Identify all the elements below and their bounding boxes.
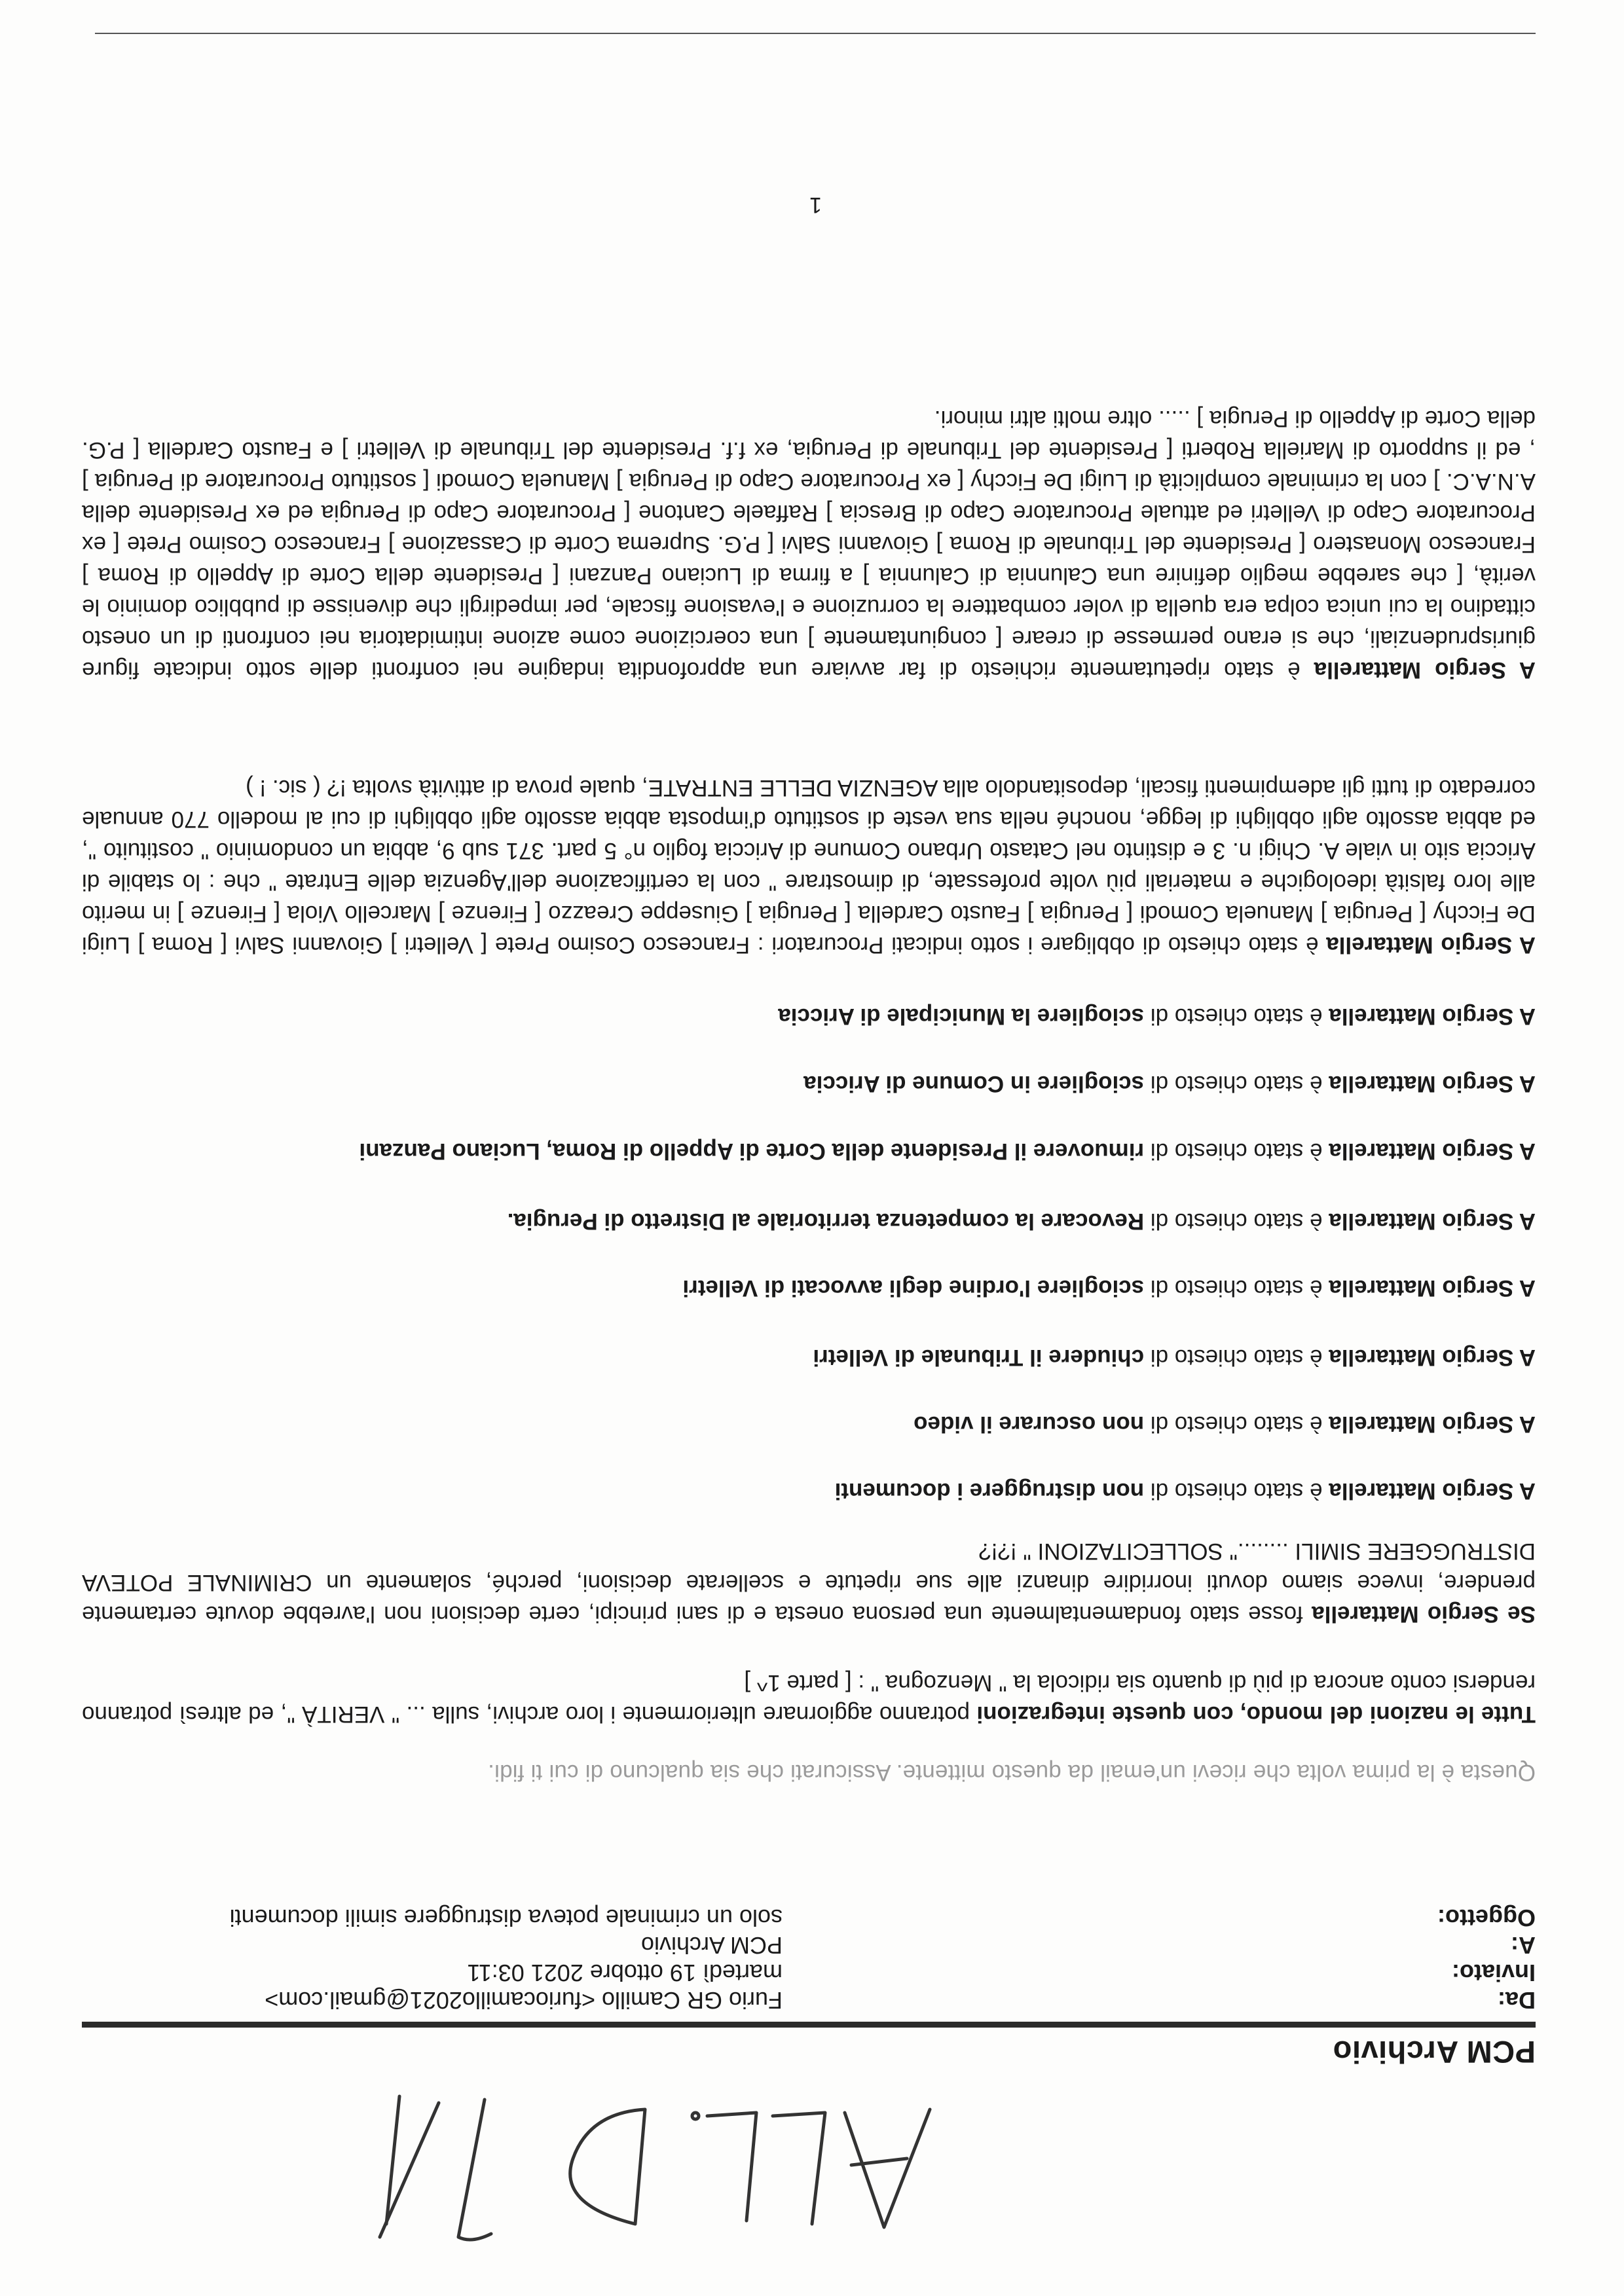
from-value: Furio GR Camillo <furiocamillo2021@gmail.com> (265, 1987, 783, 2014)
to-label: A: (1511, 1932, 1536, 1959)
page-number: 1 (809, 192, 822, 217)
paragraph-text: fosse stato fondamentalmente una persona onesta e di sani principi, certe decisioni non l'avrebbe dovute certamente prendere, invece siamo dovuti inorridire dinanzi alle sue ripetute e scellerate decisioni, perché, solamente un CRIMINALE POTEVA DISTRUGGERE SIMILI ........" SOLLECITAZIONI " !?!? (82, 1539, 1536, 1627)
from-label: Da: (1497, 1987, 1536, 2014)
handwritten-annotation (354, 2093, 943, 2250)
sender-warning-banner: Questa è la prima volta che ricevi un'email da questo mittente. Assicurati che sia qualcuno di cui ti fidi. (488, 1760, 1536, 1785)
statement: A Sergio Mattarella è stato chiesto di non distruggere i documenti (834, 1478, 1536, 1504)
paragraph-text: è stato chiesto di obbligare i sotto indicati Procuratori : Francesco Cosimo Prete [ Velletri ] Giovanni Salvi [ Roma ] Luigi De Ficchy [ Perugia ] Manuela Comodi [ Perugia ] Fausto Cardella [ Perugia ] Giuseppe Creazzo [ Firenze ] Marcello Viola [ Firenze ] in merito alle loro falsità ideologiche e materiali più volte professate, di dimostrare " con la certificazione dell'Agenzia delle Entrate " che : lo stabile di Ariccia sito in viale A. Chigi n. 3 e distinto nel Catasto Urbano Comune di Ariccia foglio n° 5 part. 371 sub 9, abbia un condominio " costituito ", ed abbia assolto agli obblighi di legge, nonché nella sua veste di sostituto d'imposta abbia assolto agli obblighi di cui al modello 770 annuale corredato di tutti gli adempimenti fiscali, depositandolo alla AGENZIA DELLE ENTRATE, quale prova di attività svolta !? ( sic. ! ) (82, 775, 1536, 958)
to-value: PCM Archivio (640, 1932, 783, 1959)
statement: A Sergio Mattarella è stato chiesto di sciogliere la Municipale di Ariccia (778, 1004, 1536, 1029)
paragraph-lead: Se Sergio Mattarella (1312, 1601, 1536, 1627)
statement: A Sergio Mattarella è stato chiesto di sciogliere in Comune di Ariccia (803, 1071, 1536, 1097)
statement: A Sergio Mattarella è stato chiesto di rimuovere il Presidente della Corte di Appello di Roma, Luciano Panzani (359, 1139, 1536, 1164)
paragraph-integrations (82, 1667, 1536, 1730)
paragraph-text: potranno aggiornare ulteriormente i loro archivi, sulla ... " VERITÀ ", ed altresì potranno rendersi conto ancora di più di quanto sia ridicola la " Menzogna " : [ parte 1^ ] (81, 1670, 1536, 1727)
paragraph-lead: A Sergio Mattarella (1314, 657, 1536, 683)
paragraph-investigation (82, 403, 1536, 685)
bottom-divider (95, 33, 1536, 34)
paragraph-lead: A Sergio Mattarella (1326, 932, 1536, 958)
title-divider (82, 2022, 1536, 2028)
subject-label: Oggetto: (1437, 1904, 1536, 1931)
mailbox-title: PCM Archivio (1333, 2035, 1536, 2069)
statement: A Sergio Mattarella è stato chiesto di sciogliere l'ordine degli avvocati di Velletri (682, 1275, 1536, 1301)
sent-label: Inviato: (1451, 1959, 1536, 1986)
statement: A Sergio Mattarella è stato chiesto di chiudere il Tribunale di Velletri (813, 1345, 1536, 1370)
sent-value: martedì 19 ottobre 2021 03:11 (467, 1959, 783, 1986)
subject-value: solo un criminale poteva distruggere simili documenti (229, 1904, 783, 1931)
statement: A Sergio Mattarella è stato chiesto di Revocare la competenza territoriale al Distretto di Perugia. (507, 1209, 1536, 1234)
statement: A Sergio Mattarella è stato chiesto di non oscurare il video (913, 1412, 1536, 1437)
paragraph-lead: Tutte le nazioni del mondo, con queste integrazioni (976, 1702, 1536, 1727)
paragraph-prosecutors (82, 772, 1536, 960)
paragraph-decisions (82, 1535, 1536, 1630)
paragraph-text: è stato ripetutamente richiesto di far avviare una approfondita indagine nei confronti delle sotto indicate figure giurisprudenziali, che si erano permesse di creare [ congiuntamente ] una coercizione come azione intimidatoria nei confronti di un onesto cittadino la cui unica colpa era quella di voler combattere la corruzione e l'evasione fiscale, per impedirgli che divenisse di pubblico dominio le verità, [ che sarebbe meglio definire una Calunnia di Calunnia ] a firma di Luciano Panzani [ Presidente della Corte di Appello di Roma ] Francesco Monastero [ Presidente del Tribunale di Roma ] Giovanni Salvi [ P.G. Suprema Corte di Cassazione ] Francesco Cosimo Prete [ ex Procuratore Capo di Velletri ed attuale Procuratore Capo di Brescia ] Raffaele Cantone [ Procuratore Capo di Perugia ed ex Presidente della A.N.A.C. ] con la criminale complicità di Luigi De Ficchy [ ex Procuratore Capo di Perugia ] Manuela Comodi [ sostituto Procuratore di Perugia ] , ed il supporto di Mariella Roberti [ Presidente del Tribunale di Perugia, ex f.f. Presidente del Tribunale di Velletri ] e Fausto Cardella [ P.G. della Corte di Appello di Perugia ] ..... oltre molti altri minori. (82, 406, 1536, 683)
